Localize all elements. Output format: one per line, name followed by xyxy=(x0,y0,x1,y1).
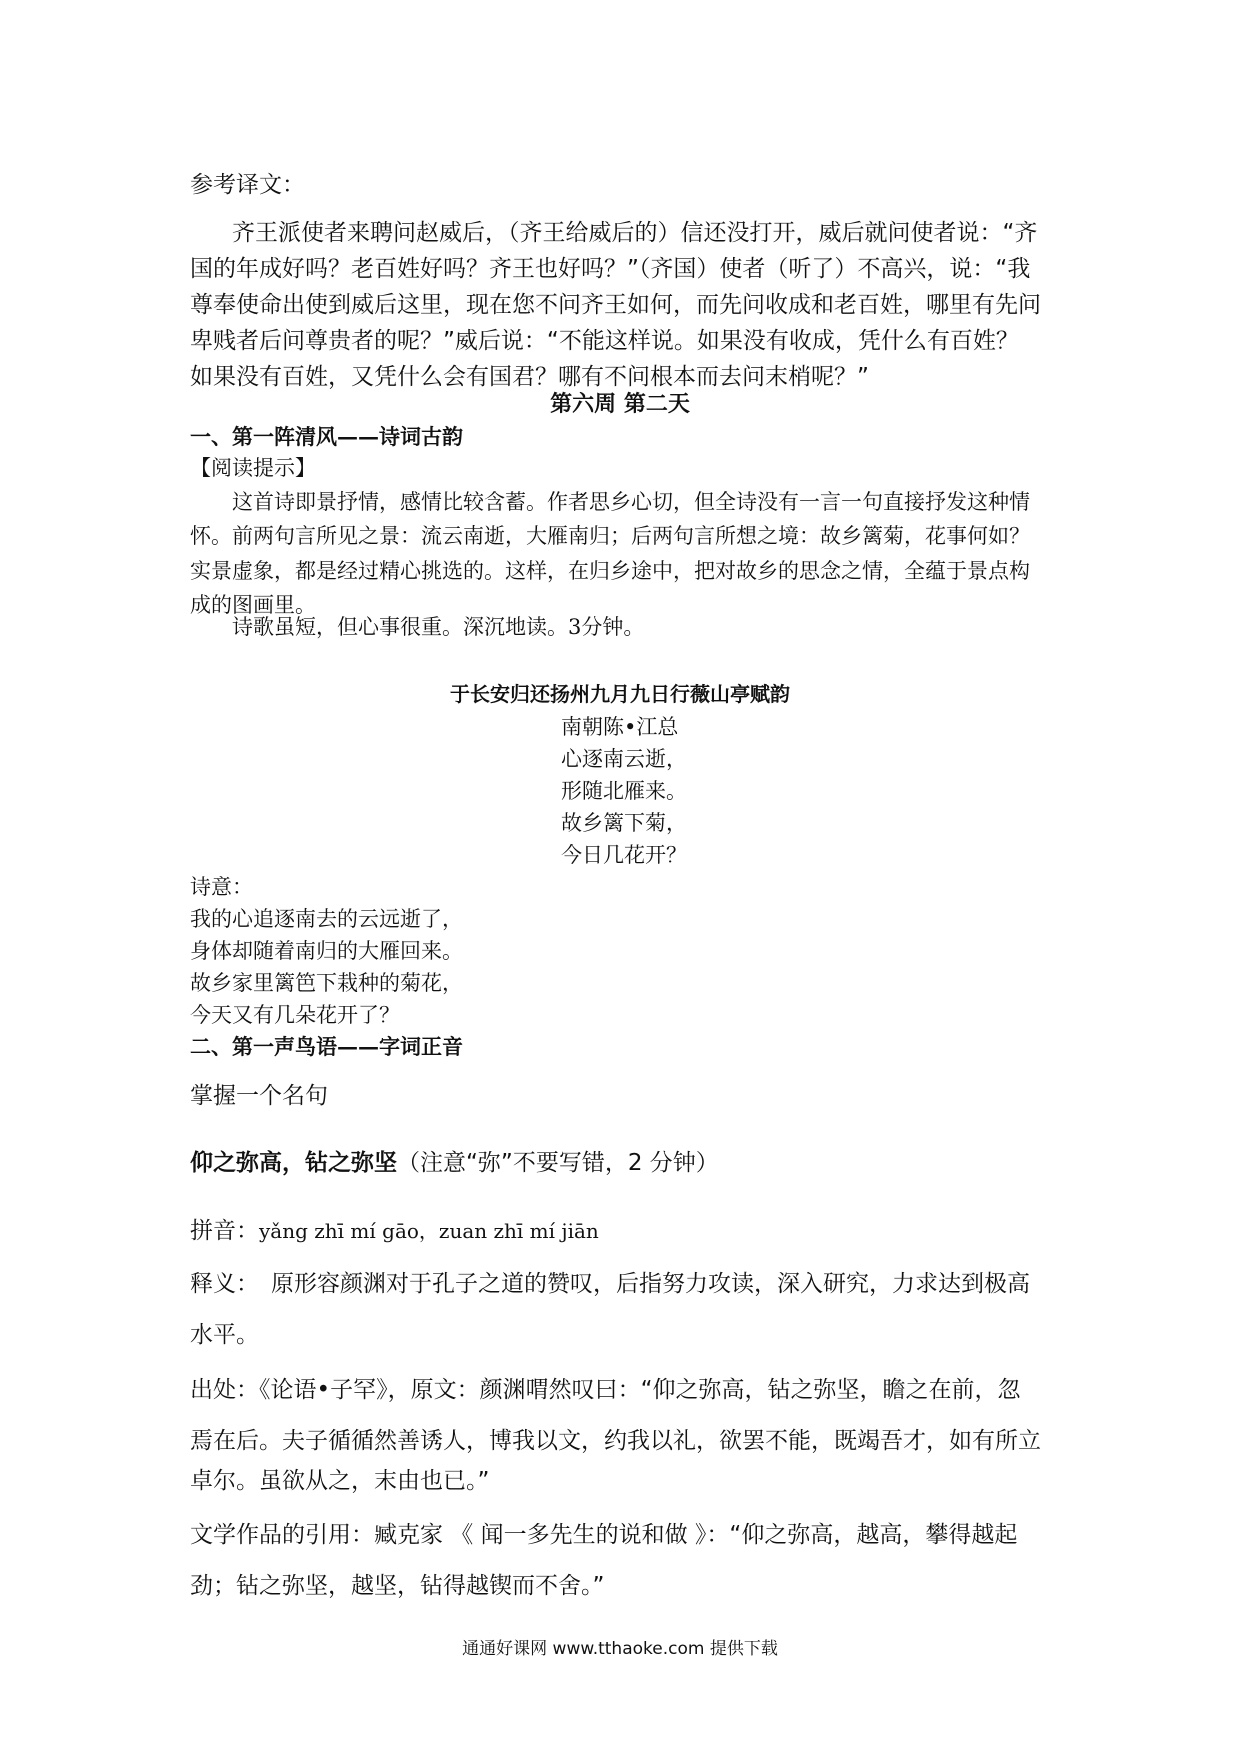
section1-title: 一、第一阵清风——诗词古韵 xyxy=(190,424,463,449)
definition-continued: 水平。 xyxy=(190,1322,259,1348)
poem-line-1: 心逐南云逝， xyxy=(561,747,687,771)
famous-phrase-note: （注意“弥”不要写错，2 分钟） xyxy=(397,1150,719,1176)
section2-title: 二、第一声鸟语——字词正音 xyxy=(190,1034,463,1059)
poem-line-4: 今日几花开？ xyxy=(561,843,687,867)
page-footer: 通通好课网 www.tthaoke.com 提供下载 xyxy=(462,1639,778,1659)
definition-text: 原形容颜渊对于孔子之道的赞叹，后指努力攻读，深入研究，力求达到极高 xyxy=(271,1271,1030,1297)
poem-author: 南朝陈•江总 xyxy=(561,715,679,739)
reading-tip-label: 【阅读提示】 xyxy=(190,456,316,480)
source-label: 出处： xyxy=(190,1377,259,1403)
literary-quote-label: 文学作品的引用： xyxy=(190,1522,374,1548)
section2-subtitle: 掌握一个名句 xyxy=(190,1083,328,1109)
pinyin-text: yǎng zhī mí gāo，zuan zhī mí jiān xyxy=(259,1219,599,1243)
pinyin-label: 拼音： xyxy=(190,1218,259,1244)
poem-title: 于长安归还扬州九月九日行薇山亭赋韵 xyxy=(450,682,790,706)
translation-line-3: 尊奉使命出使到威后这里，现在您不问齐王如何，而先问收成和老百姓，哪里有先问 xyxy=(190,292,1041,318)
poem-line-2: 形随北雁来。 xyxy=(561,779,687,803)
poem-meaning-line-3: 故乡家里篱笆下栽种的菊花， xyxy=(190,971,463,995)
translation-line-1: 齐王派使者来聘问赵威后，（齐王给威后的）信还没打开，威后就问使者说：“齐 xyxy=(232,220,1038,246)
pinyin-row xyxy=(190,1216,599,1246)
source-continued-1: 焉在后。夫子循循然善诱人，博我以文，约我以礼，欲罢不能，既竭吾才，如有所立 xyxy=(190,1428,1041,1454)
definition-row xyxy=(190,1269,1030,1299)
famous-phrase: 仰之弥高，钻之弥坚 xyxy=(190,1150,397,1176)
definition-label: 释义： xyxy=(190,1271,259,1297)
translation-line-5: 如果没有百姓，又凭什么会有国君？哪有不问根本而去问末梢呢？” xyxy=(190,364,869,390)
reading-tip-line-1: 这首诗即景抒情，感情比较含蓄。作者思乡心切，但全诗没有一言一句直接抒发这种情 xyxy=(232,490,1030,514)
literary-quote-row xyxy=(190,1520,1017,1550)
famous-phrase-row xyxy=(190,1148,719,1178)
poem-meaning-label: 诗意： xyxy=(190,875,253,899)
reading-tip-line-3: 实景虚象，都是经过精心挑选的。这样，在归乡途中，把对故乡的思念之情，全蕴于景点构 xyxy=(190,559,1030,583)
poem-line-3: 故乡篱下菊， xyxy=(561,811,687,835)
week-title: 第六周 第二天 xyxy=(550,392,690,417)
poem-meaning-line-4: 今天又有几朵花开了？ xyxy=(190,1003,400,1027)
translation-line-4: 卑贱者后问尊贵者的呢？”威后说：“不能这样说。如果没有收成，凭什么有百姓？ xyxy=(190,328,1019,354)
literary-quote-continued: 劲；钻之弥坚，越坚，钻得越锲而不舍。” xyxy=(190,1573,605,1599)
translation-line-2: 国的年成好吗？老百姓好吗？齐王也好吗？”（齐国）使者（听了）不高兴，说：“我 xyxy=(190,256,1031,282)
source-text: 《论语•子罕》，原文：颜渊喟然叹曰：“仰之弥高，钻之弥坚，瞻之在前，忽 xyxy=(259,1377,1021,1403)
reading-tip-line-4: 成的图画里。 xyxy=(190,593,316,617)
reading-tip-line-2: 怀。前两句言所见之景：流云南逝，大雁南归；后两句言所想之境：故乡篱菊，花事何如？ xyxy=(190,524,1030,548)
poem-meaning-line-1: 我的心追逐南去的云远逝了， xyxy=(190,907,463,931)
source-continued-2: 卓尔。虽欲从之，末由也已。” xyxy=(190,1468,490,1494)
reading-tip-line-5: 诗歌虽短，但心事很重。深沉地读。3分钟。 xyxy=(232,615,645,639)
poem-meaning-line-2: 身体却随着南归的大雁回来。 xyxy=(190,939,463,963)
source-row xyxy=(190,1375,1020,1405)
translation-heading: 参考译文： xyxy=(190,172,305,198)
literary-quote-text: 臧克家 《 闻一多先生的说和做 》：“仰之弥高，越高，攀得越起 xyxy=(374,1522,1018,1548)
